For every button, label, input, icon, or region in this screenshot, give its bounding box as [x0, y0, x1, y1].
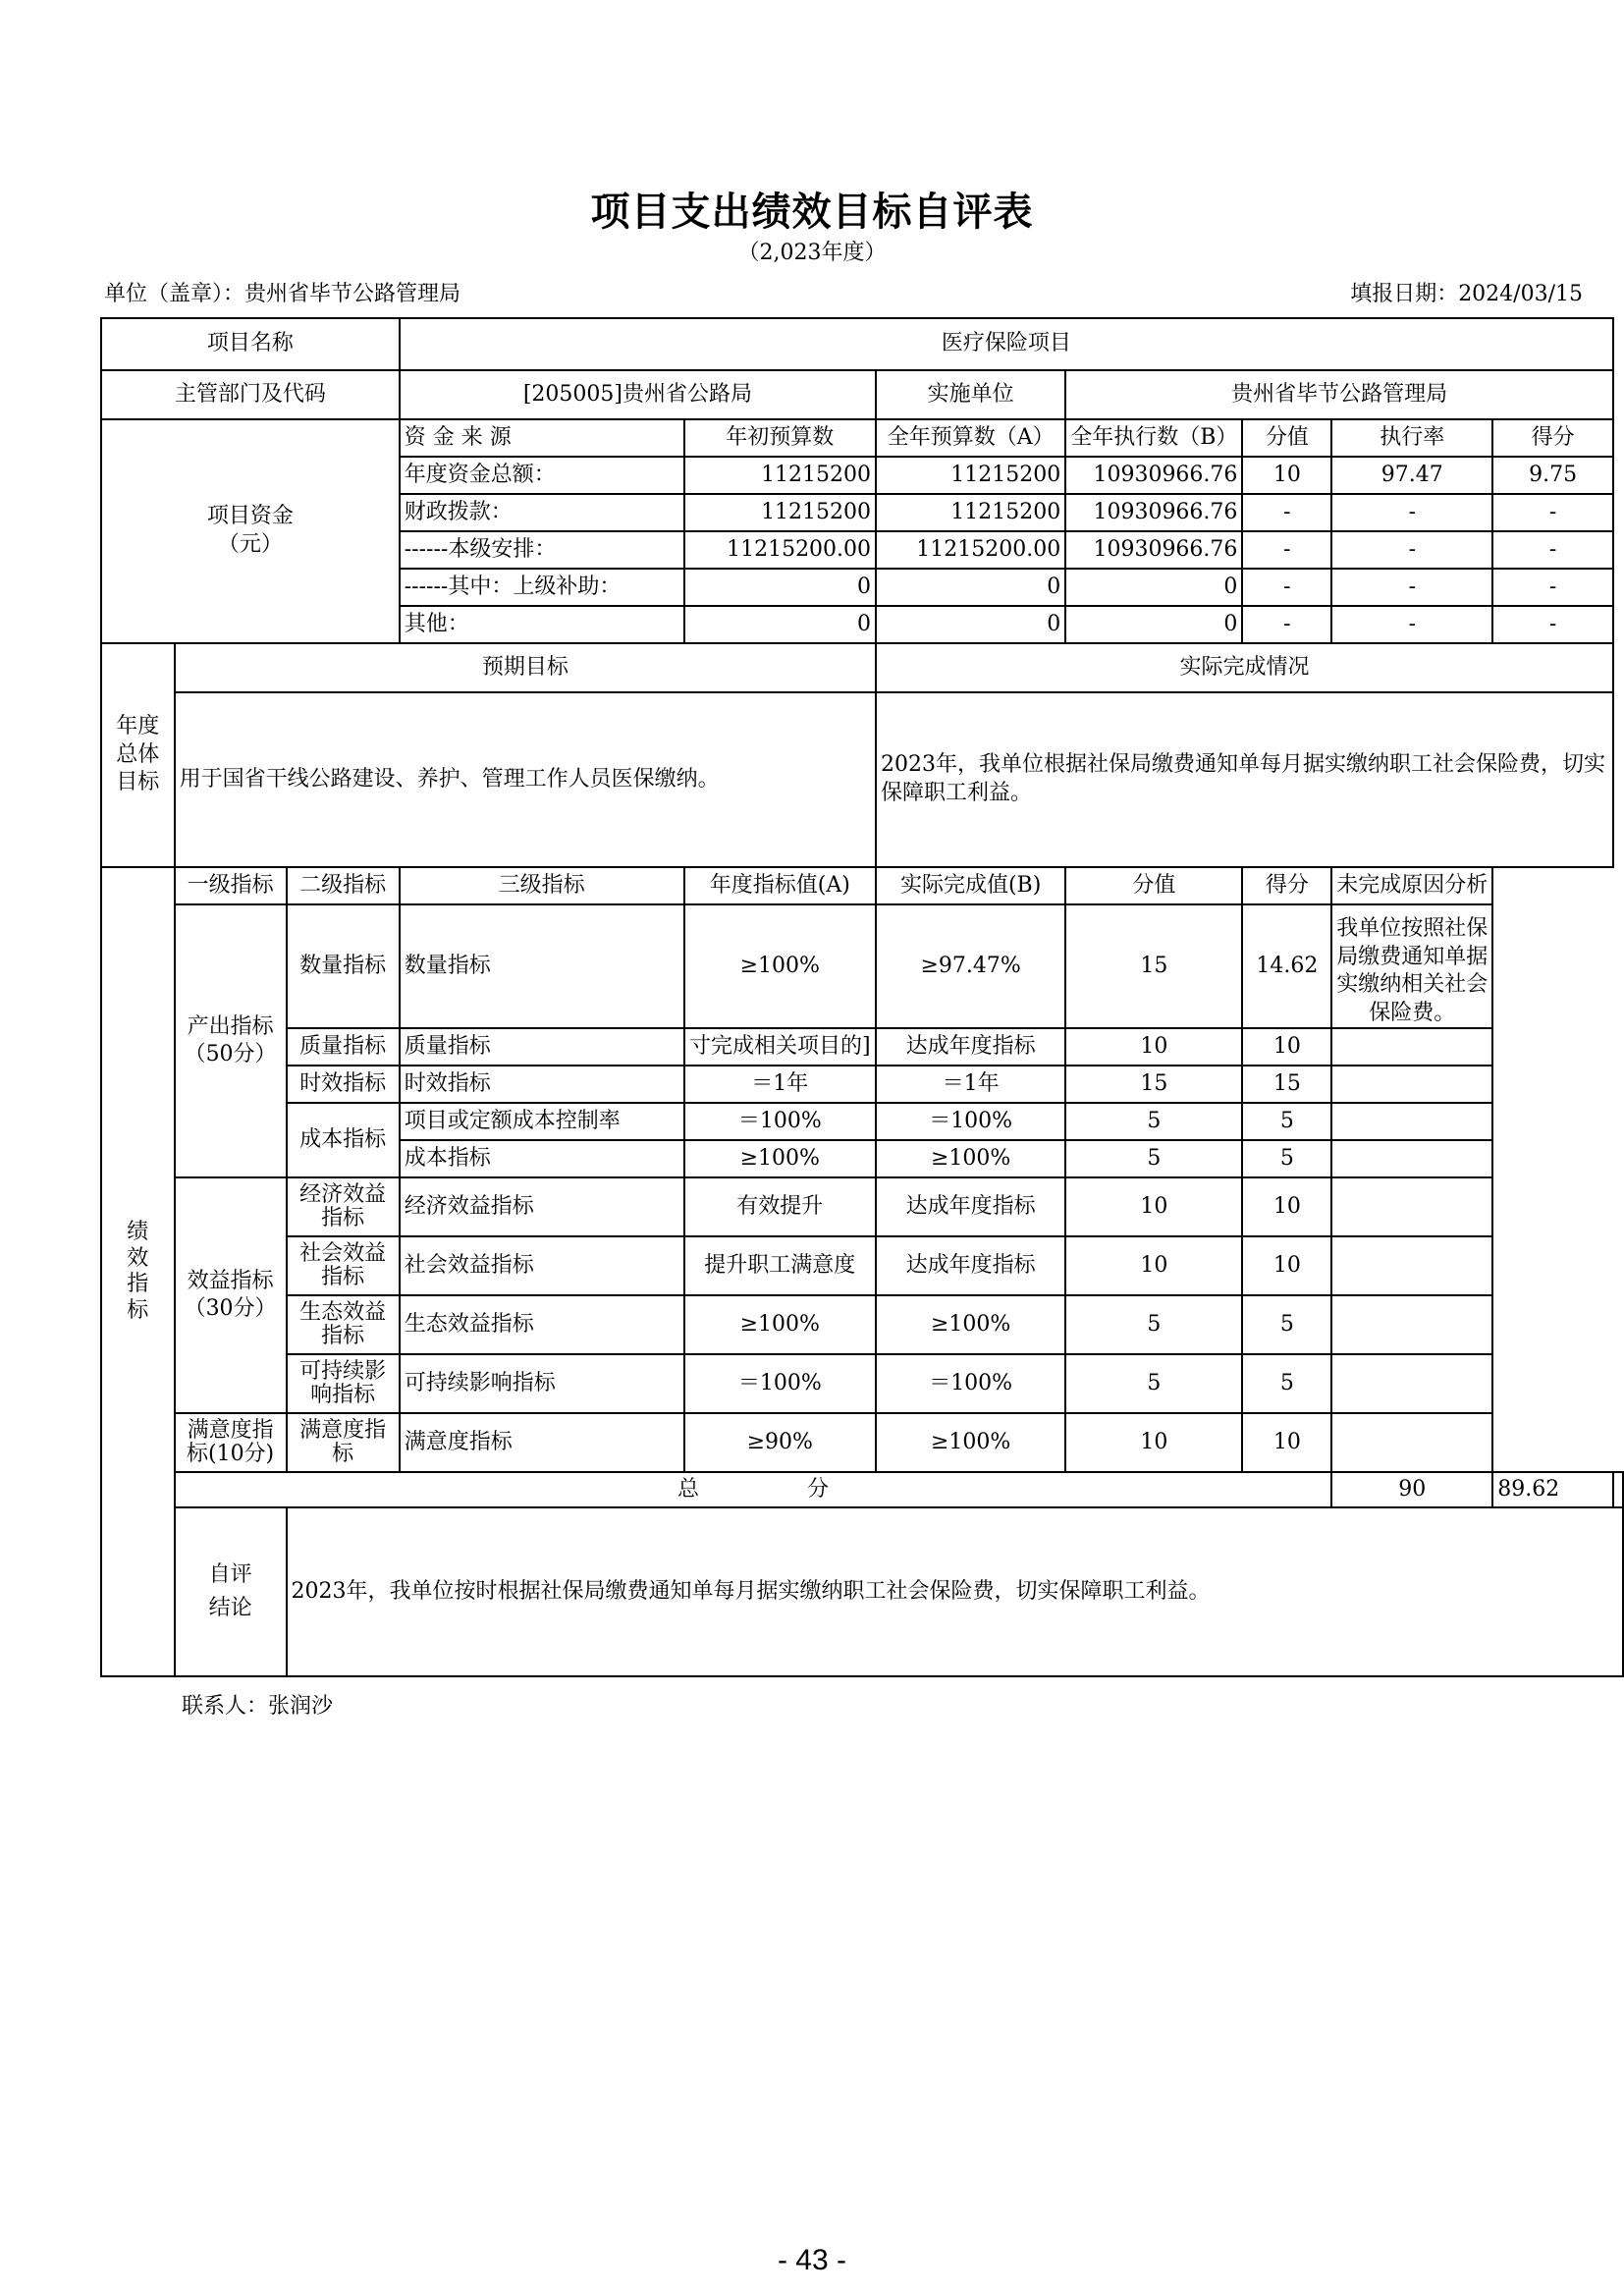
indicator-header-level2: 二级指标	[287, 867, 400, 904]
actual-goal-header: 实际完成情况	[876, 643, 1613, 692]
funds-annual: 11215200	[876, 457, 1065, 494]
level3-label: 成本指标	[400, 1140, 684, 1177]
funds-executed: 0	[1065, 569, 1242, 606]
level2-label: 质量指标	[287, 1028, 400, 1066]
indicator-row-cost1	[101, 1103, 1623, 1140]
score-value: 5	[1065, 1103, 1242, 1140]
funds-got: -	[1492, 569, 1613, 606]
satisfaction-indicator-group: 满意度指标(10分)	[175, 1413, 287, 1472]
target-value: 有效提升	[684, 1177, 877, 1236]
project-name-value: 医疗保险项目	[400, 318, 1613, 370]
got-value: 10	[1242, 1028, 1331, 1066]
level3-label: 质量指标	[400, 1028, 684, 1066]
funds-header-executed: 全年执行数（B）	[1065, 419, 1242, 457]
conclusion-text: 2023年，我单位按时根据社保局缴费通知单每月据实缴纳职工社会保险费，切实保障职工利益。	[287, 1507, 1623, 1676]
actual-value: ＝100%	[876, 1354, 1065, 1413]
goals-section-label: 年度总体目标	[101, 643, 175, 867]
funds-score: -	[1242, 569, 1331, 606]
fiscal-year-subtitle: （2,023年度）	[737, 241, 887, 265]
indicator-header-got: 得分	[1242, 867, 1331, 904]
actual-value: 达成年度指标	[876, 1177, 1065, 1236]
indicator-row-sustainable	[101, 1354, 1623, 1413]
got-value: 5	[1242, 1354, 1331, 1413]
target-value: ≥100%	[684, 1295, 877, 1354]
expected-goal-header: 预期目标	[175, 643, 876, 692]
funds-source: 财政拨款：	[400, 494, 684, 531]
page-title: 项目支出绩效目标自评表	[590, 190, 1034, 235]
actual-value: ≥100%	[876, 1413, 1065, 1472]
project-name-row	[101, 318, 1623, 370]
level2-label: 数量指标	[287, 904, 400, 1028]
reason-text	[1331, 1140, 1492, 1177]
page-number: - 43 -	[777, 2244, 847, 2276]
actual-goal-text: 2023年，我单位根据社保局缴费通知单每月据实缴纳职工社会保险费，切实保障职工利益。	[876, 692, 1613, 867]
indicator-header-level1: 一级指标	[175, 867, 287, 904]
level3-label: 可持续影响指标	[400, 1354, 684, 1413]
score-value: 15	[1065, 904, 1242, 1028]
indicator-row-satisfaction	[101, 1413, 1623, 1472]
funds-rate: -	[1331, 494, 1492, 531]
level2-label: 时效指标	[287, 1066, 400, 1103]
indicator-row-timeliness	[101, 1066, 1623, 1103]
funds-rate: 97.47	[1331, 457, 1492, 494]
total-score: 90	[1331, 1472, 1492, 1507]
total-reason	[1613, 1472, 1623, 1507]
funds-header-initial: 年初预算数	[684, 419, 877, 457]
level3-label: 生态效益指标	[400, 1295, 684, 1354]
score-value: 10	[1065, 1236, 1242, 1295]
actual-value: ≥97.47%	[876, 904, 1065, 1028]
score-value: 10	[1065, 1413, 1242, 1472]
funds-header-row	[101, 419, 1623, 457]
target-value: ＝100%	[684, 1103, 877, 1140]
total-label: 总 分	[175, 1472, 1332, 1507]
indicator-row-quality	[101, 1028, 1623, 1066]
reason-text	[1331, 1354, 1492, 1413]
got-value: 5	[1242, 1103, 1331, 1140]
actual-value: 达成年度指标	[876, 1028, 1065, 1066]
got-value: 10	[1242, 1177, 1331, 1236]
funds-got: -	[1492, 531, 1613, 569]
target-value: ≥100%	[684, 904, 877, 1028]
target-value: 提升职工满意度	[684, 1236, 877, 1295]
conclusion-label: 自评结论	[175, 1507, 287, 1676]
actual-value: ＝100%	[876, 1103, 1065, 1140]
department-row	[101, 370, 1623, 419]
funds-initial: 11215200	[684, 457, 877, 494]
funds-header-score: 分值	[1242, 419, 1331, 457]
funds-header-got: 得分	[1492, 419, 1613, 457]
indicator-header-target: 年度指标值(A)	[684, 867, 877, 904]
funds-got: 9.75	[1492, 457, 1613, 494]
funds-initial: 0	[684, 569, 877, 606]
output-indicator-group: 产出指标（50分）	[175, 904, 287, 1177]
reason-text: 我单位按照社保局缴费通知单据实缴纳相关社会保险费。	[1331, 904, 1492, 1028]
actual-value: ≥100%	[876, 1295, 1065, 1354]
reason-text	[1331, 1413, 1492, 1472]
indicator-header-level3: 三级指标	[400, 867, 684, 904]
funds-score: -	[1242, 606, 1331, 643]
level2-label: 生态效益指标	[287, 1295, 400, 1354]
got-value: 5	[1242, 1295, 1331, 1354]
funds-section-label	[101, 419, 400, 643]
got-value: 15	[1242, 1066, 1331, 1103]
got-value: 14.62	[1242, 904, 1331, 1028]
target-value: 寸完成相关项目的]	[684, 1028, 877, 1066]
funds-score: -	[1242, 531, 1331, 569]
reason-text	[1331, 1177, 1492, 1236]
level3-label: 经济效益指标	[400, 1177, 684, 1236]
level2-label: 社会效益指标	[287, 1236, 400, 1295]
got-value: 10	[1242, 1413, 1331, 1472]
reason-text	[1331, 1295, 1492, 1354]
funds-score: -	[1242, 494, 1331, 531]
score-value: 5	[1065, 1295, 1242, 1354]
indicator-header-score: 分值	[1065, 867, 1242, 904]
indicator-row-social	[101, 1236, 1623, 1295]
indicators-section-label: 绩效指标	[101, 867, 175, 1676]
reporting-unit: 单位（盖章）：贵州省毕节公路管理局	[104, 282, 461, 306]
level3-label: 满意度指标	[400, 1413, 684, 1472]
project-name-label: 项目名称	[101, 318, 400, 370]
funds-executed: 10930966.76	[1065, 531, 1242, 569]
level3-label: 项目或定额成本控制率	[400, 1103, 684, 1140]
funds-initial: 0	[684, 606, 877, 643]
target-value: ≥90%	[684, 1413, 877, 1472]
implementing-unit-value: 贵州省毕节公路管理局	[1065, 370, 1613, 419]
funds-annual: 11215200	[876, 494, 1065, 531]
department-label: 主管部门及代码	[101, 370, 400, 419]
evaluation-table	[100, 317, 1624, 1677]
actual-value: ＝1年	[876, 1066, 1065, 1103]
indicator-row-economic	[101, 1177, 1623, 1236]
funds-header-rate: 执行率	[1331, 419, 1492, 457]
score-value: 10	[1065, 1028, 1242, 1066]
funds-rate: -	[1331, 569, 1492, 606]
level3-label: 数量指标	[400, 904, 684, 1028]
reason-text	[1331, 1028, 1492, 1066]
funds-executed: 0	[1065, 606, 1242, 643]
funds-annual: 0	[876, 569, 1065, 606]
funds-header-annual: 全年预算数（A）	[876, 419, 1065, 457]
total-got: 89.62	[1492, 1472, 1613, 1507]
funds-score: 10	[1242, 457, 1331, 494]
got-value: 5	[1242, 1140, 1331, 1177]
indicator-header-reason: 未完成原因分析	[1331, 867, 1492, 904]
cost-indicator-label: 成本指标	[287, 1103, 400, 1177]
target-value: ＝100%	[684, 1354, 877, 1413]
level2-label: 经济效益指标	[287, 1177, 400, 1236]
indicator-header-row	[101, 867, 1623, 904]
funds-got: -	[1492, 606, 1613, 643]
funds-header-source: 资 金 来 源	[400, 419, 684, 457]
total-row	[101, 1472, 1623, 1507]
funds-initial: 11215200	[684, 494, 877, 531]
indicator-row-ecological	[101, 1295, 1623, 1354]
implementing-unit-label: 实施单位	[876, 370, 1065, 419]
reason-text	[1331, 1236, 1492, 1295]
score-value: 5	[1065, 1354, 1242, 1413]
funds-label-main: 项目资金	[206, 504, 294, 529]
funds-source: 其他：	[400, 606, 684, 643]
expected-goal-text: 用于国省干线公路建设、养护、管理工作人员医保缴纳。	[175, 692, 876, 867]
funds-label-unit: （元）	[217, 532, 283, 557]
got-value: 10	[1242, 1236, 1331, 1295]
actual-value: 达成年度指标	[876, 1236, 1065, 1295]
level3-label: 时效指标	[400, 1066, 684, 1103]
goals-content-row	[101, 692, 1623, 867]
funds-executed: 10930966.76	[1065, 457, 1242, 494]
score-value: 5	[1065, 1140, 1242, 1177]
funds-source: 年度资金总额：	[400, 457, 684, 494]
report-date: 填报日期：2024/03/15	[1350, 282, 1583, 306]
funds-executed: 10930966.76	[1065, 494, 1242, 531]
reason-text	[1331, 1066, 1492, 1103]
funds-annual: 11215200.00	[876, 531, 1065, 569]
score-value: 10	[1065, 1177, 1242, 1236]
conclusion-row	[101, 1507, 1623, 1676]
indicator-row-quantity	[101, 904, 1623, 1028]
reason-text	[1331, 1103, 1492, 1140]
goals-header-row	[101, 643, 1623, 692]
funds-initial: 11215200.00	[684, 531, 877, 569]
benefit-indicator-group: 效益指标（30分）	[175, 1177, 287, 1413]
score-value: 15	[1065, 1066, 1242, 1103]
indicator-header-actual: 实际完成值(B)	[876, 867, 1065, 904]
funds-annual: 0	[876, 606, 1065, 643]
level3-label: 社会效益指标	[400, 1236, 684, 1295]
actual-value: ≥100%	[876, 1140, 1065, 1177]
department-value: [205005]贵州省公路局	[400, 370, 876, 419]
level2-label: 满意度指标	[287, 1413, 400, 1472]
target-value: ＝1年	[684, 1066, 877, 1103]
contact-person: 联系人：张润沙	[182, 1694, 334, 1719]
funds-rate: -	[1331, 606, 1492, 643]
funds-source: ------本级安排：	[400, 531, 684, 569]
funds-source: ------其中：上级补助：	[400, 569, 684, 606]
funds-rate: -	[1331, 531, 1492, 569]
funds-got: -	[1492, 494, 1613, 531]
target-value: ≥100%	[684, 1140, 877, 1177]
level2-label: 可持续影响指标	[287, 1354, 400, 1413]
